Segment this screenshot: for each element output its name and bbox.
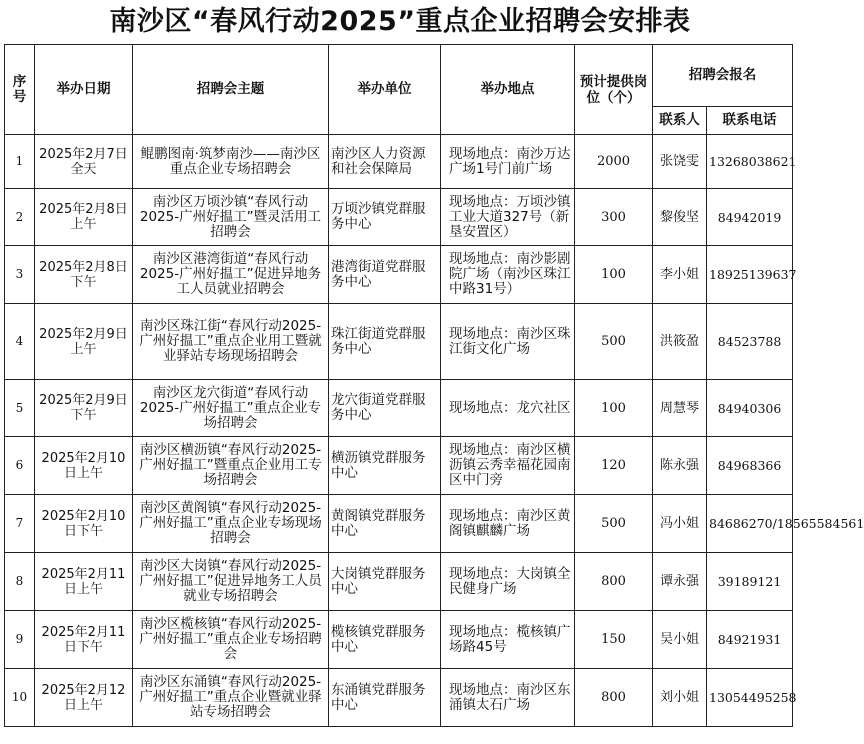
row-host: 黄阁镇党群服务中心 [329,495,441,553]
row-phone: 84921931 [707,611,793,669]
row-date: 2025年2月10日下午 [35,495,133,553]
row-host: 榄核镇党群服务中心 [329,611,441,669]
row-date: 2025年2月9日上午 [35,304,133,380]
row-phone: 13268038621 [707,135,793,189]
row-location: 现场地点：南沙影剧院广场（南沙区珠江中路31号） [441,246,575,304]
row-positions: 100 [575,380,653,437]
row-location: 现场地点：万顷沙镇工业大道327号（新垦安置区） [441,189,575,246]
row-location: 现场地点：南沙区东涌镇太石广场 [441,669,575,727]
row-host: 龙穴街道党群服务中心 [329,380,441,437]
row-date: 2025年2月11日上午 [35,553,133,611]
row-contact: 周慧琴 [653,380,707,437]
schedule-table [4,44,864,727]
header-topic: 招聘会主题 [133,45,329,135]
row-location: 现场地点：南沙万达广场1号门前广场 [441,135,575,189]
row-date: 2025年2月7日全天 [35,135,133,189]
row-number: 10 [5,669,35,727]
row-contact: 刘小姐 [653,669,707,727]
row-positions: 500 [575,304,653,380]
table-row [5,495,793,553]
table-row [5,246,793,304]
row-host: 东涌镇党群服务中心 [329,669,441,727]
row-contact: 吴小姐 [653,611,707,669]
row-host: 万顷沙镇党群服务中心 [329,189,441,246]
header-location: 举办地点 [441,45,575,135]
row-date: 2025年2月8日上午 [35,189,133,246]
table-row [5,611,793,669]
row-host: 南沙区人力资源和社会保障局 [329,135,441,189]
table-row [5,380,793,437]
row-phone: 18925139637 [707,246,793,304]
row-positions: 120 [575,437,653,495]
row-number: 1 [5,135,35,189]
row-contact: 谭永强 [653,553,707,611]
row-number: 3 [5,246,35,304]
row-positions: 300 [575,189,653,246]
row-number: 8 [5,553,35,611]
table-row [5,553,793,611]
table-row [5,304,793,380]
row-host: 珠江街道党群服务中心 [329,304,441,380]
header-row [5,45,793,107]
row-positions: 100 [575,246,653,304]
row-topic: 南沙区龙穴街道“春风行动2025-广州好揾工”重点企业专场招聘会 [133,380,329,437]
header-no: 序号 [5,45,35,135]
row-topic: 南沙区珠江街“春风行动2025-广州好揾工”重点企业用工暨就业驿站专场现场招聘会 [133,304,329,380]
row-location: 现场地点：南沙区珠江街文化广场 [441,304,575,380]
row-topic: 南沙区横沥镇“春风行动2025-广州好揾工”暨重点企业用工专场招聘会 [133,437,329,495]
row-date: 2025年2月11日下午 [35,611,133,669]
row-host: 横沥镇党群服务中心 [329,437,441,495]
row-date: 2025年2月9日下午 [35,380,133,437]
row-contact: 李小姐 [653,246,707,304]
row-location: 现场地点：大岗镇全民健身广场 [441,553,575,611]
row-host: 港湾街道党群服务中心 [329,246,441,304]
row-topic: 鲲鹏图南·筑梦南沙——南沙区重点企业专场招聘会 [133,135,329,189]
row-phone: 84968366 [707,437,793,495]
row-host: 大岗镇党群服务中心 [329,553,441,611]
row-date: 2025年2月12日上午 [35,669,133,727]
row-topic: 南沙区港湾街道“春风行动2025-广州好揾工”促进异地务工人员就业招聘会 [133,246,329,304]
row-phone: 84942019 [707,189,793,246]
table-row [5,135,793,189]
row-contact: 黎俊坚 [653,189,707,246]
row-topic: 南沙区万顷沙镇“春风行动2025-广州好揾工”暨灵活用工招聘会 [133,189,329,246]
row-number: 4 [5,304,35,380]
row-contact: 洪筱盈 [653,304,707,380]
header-contact: 联系人 [653,107,707,135]
row-location: 现场地点：南沙区横沥镇云秀幸福花园南区中门旁 [441,437,575,495]
table-row [5,669,793,727]
row-date: 2025年2月8日下午 [35,246,133,304]
row-number: 7 [5,495,35,553]
header-positions: 预计提供岗位（个） [575,45,653,135]
row-location: 现场地点：南沙区黄阁镇麒麟广场 [441,495,575,553]
row-number: 9 [5,611,35,669]
row-phone: 84523788 [707,304,793,380]
row-topic: 南沙区大岗镇“春风行动2025-广州好揾工”促进异地务工人员就业专场招聘会 [133,553,329,611]
header-registration: 招聘会报名 [653,45,793,107]
row-phone: 39189121 [707,553,793,611]
row-contact: 冯小姐 [653,495,707,553]
row-number: 6 [5,437,35,495]
header-date: 举办日期 [35,45,133,135]
table-row [5,437,793,495]
row-location: 现场地点：榄核镇广场路45号 [441,611,575,669]
row-date: 2025年2月10日上午 [35,437,133,495]
row-topic: 南沙区黄阁镇“春风行动2025-广州好揾工”重点企业专场现场招聘会 [133,495,329,553]
row-contact: 张饶雯 [653,135,707,189]
row-location: 现场地点：龙穴社区 [441,380,575,437]
row-topic: 南沙区东涌镇“春风行动2025-广州好揾工”重点企业暨就业驿站专场招聘会 [133,669,329,727]
row-positions: 500 [575,495,653,553]
row-positions: 800 [575,669,653,727]
row-positions: 800 [575,553,653,611]
row-positions: 150 [575,611,653,669]
row-contact: 陈永强 [653,437,707,495]
row-phone: 13054495258 [707,669,793,727]
header-host: 举办单位 [329,45,441,135]
header-phone: 联系电话 [707,107,793,135]
row-number: 2 [5,189,35,246]
table-row [5,189,793,246]
row-topic: 南沙区榄核镇“春风行动2025-广州好揾工”重点企业专场招聘会 [133,611,329,669]
row-phone: 84686270/18565584561 [707,495,793,553]
row-number: 5 [5,380,35,437]
page-title: 南沙区“春风行动2025”重点企业招聘会安排表 [109,6,691,37]
row-phone: 84940306 [707,380,793,437]
row-positions: 2000 [575,135,653,189]
table-body [5,135,864,727]
